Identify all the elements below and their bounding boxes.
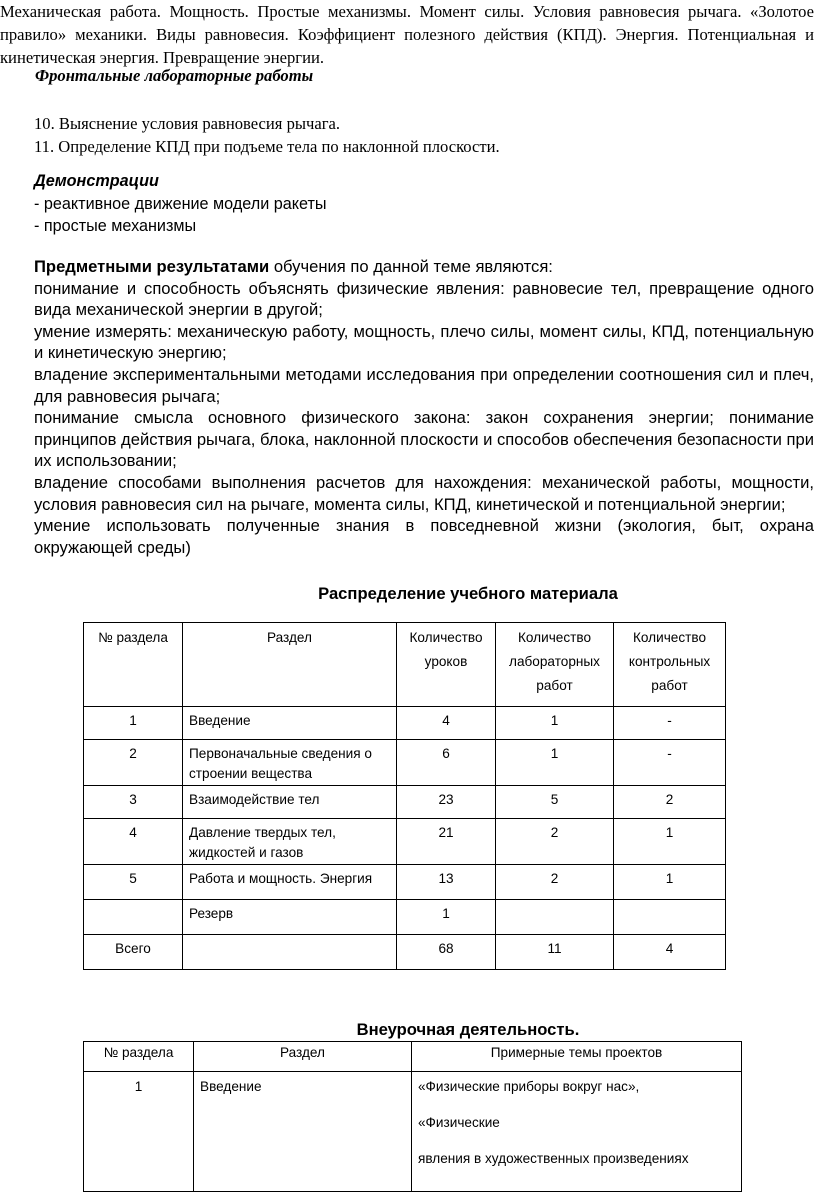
header-cell: № раздела xyxy=(84,1042,194,1072)
table-cell xyxy=(183,935,397,970)
distribution-title: Распределение учебного материала xyxy=(318,584,618,603)
header-cell: Количество лабораторных работ xyxy=(496,623,614,707)
header-cell: Количество уроков xyxy=(397,623,496,707)
table-cell: 2 xyxy=(84,740,183,786)
table-row xyxy=(84,900,726,935)
header-cell: Примерные темы проектов xyxy=(412,1042,742,1072)
table-cell xyxy=(84,900,183,935)
table-row xyxy=(84,935,726,970)
table-cell: 1 xyxy=(614,819,726,865)
project-topic: явления в художественных произведениях xyxy=(418,1151,689,1166)
header-cell: Раздел xyxy=(194,1042,412,1072)
lab-work-item: 10. Выяснение условия равновесия рычага. xyxy=(34,114,341,133)
table-row xyxy=(84,865,726,900)
table-cell: 21 xyxy=(397,819,496,865)
table-cell xyxy=(496,900,614,935)
table-cell: 11 xyxy=(496,935,614,970)
table-cell: Введение xyxy=(194,1072,412,1192)
header-cell: № раздела xyxy=(84,623,183,707)
table-cell: 23 xyxy=(397,786,496,819)
table-cell: 1 xyxy=(496,707,614,740)
result-item: умение измерять: механическую работу, мощность, плечо силы, момент силы, КПД, потенциальную и кинетическую энергию; xyxy=(34,321,814,363)
table-cell xyxy=(614,900,726,935)
table-cell: - xyxy=(614,707,726,740)
table-cell: 4 xyxy=(614,935,726,970)
table-row xyxy=(84,740,726,786)
result-item: понимание и способность объяснять физические явления: равновесие тел, превращение одного вида механической энергии в другой; xyxy=(34,278,814,320)
table-cell: 6 xyxy=(397,740,496,786)
demonstrations-list xyxy=(34,193,327,237)
table-cell: 2 xyxy=(614,786,726,819)
table-cell: 1 xyxy=(614,865,726,900)
project-topics-cell xyxy=(412,1072,742,1192)
table-cell: 5 xyxy=(84,865,183,900)
subject-results xyxy=(34,256,814,558)
table-cell: Работа и мощность. Энергия xyxy=(183,865,397,900)
table-cell: 1 xyxy=(397,900,496,935)
intro-text: Механическая работа. Мощность. Простые механизмы. Момент силы. Условия равновесия рычага. «Золотое правило» механики. Виды равновесия. Коэффициент полезного действия (КПД). Энергия. Потенциальная и кинетическая энергия. Превращение энергии. xyxy=(0,2,814,67)
table-cell: Давление твердых тел, жидкостей и газов xyxy=(183,819,397,865)
table-cell: Введение xyxy=(183,707,397,740)
table-cell: 2 xyxy=(496,865,614,900)
results-lead xyxy=(34,256,814,278)
result-item: владение способами выполнения расчетов для нахождения: механической работы, мощности, условия равновесия сил на рычаге, момента силы, КПД, кинетической и потенциальной энергии; xyxy=(34,472,814,514)
lab-works-list xyxy=(34,112,500,158)
table-cell: - xyxy=(614,740,726,786)
header-cell: Количество контрольных работ xyxy=(614,623,726,707)
result-item: владение экспериментальными методами исследования при определении соотношения сил и плеч, для равновесия рычага; xyxy=(34,364,814,406)
header-cell: Раздел xyxy=(183,623,397,707)
table-cell: 4 xyxy=(397,707,496,740)
table-cell: 1 xyxy=(496,740,614,786)
extracurricular-table xyxy=(83,1041,742,1192)
table-cell: 1 xyxy=(84,707,183,740)
table-cell: 3 xyxy=(84,786,183,819)
table-cell: Первоначальные сведения о строении вещества xyxy=(183,740,397,786)
table-cell: 4 xyxy=(84,819,183,865)
table-cell: 5 xyxy=(496,786,614,819)
result-item: понимание смысла основного физического закона: закон сохранения энергии; понимание принципов действия рычага, блока, наклонной плоскости и способов обеспечения безопасности при их использовании; xyxy=(34,408,815,471)
extracurricular-title: Внеурочная деятельность. xyxy=(356,1020,580,1039)
table-header-row xyxy=(84,1042,742,1072)
result-item: умение использовать полученные знания в повседневной жизни (экология, быт, охрана окружающей среды) xyxy=(34,516,814,557)
project-topic: «Физические xyxy=(418,1115,500,1130)
table-cell: 68 xyxy=(397,935,496,970)
results-lead-rest: обучения по данной теме являются: xyxy=(269,257,553,276)
distribution-table xyxy=(83,622,726,970)
table-row xyxy=(84,819,726,865)
table-cell: 13 xyxy=(397,865,496,900)
table-row xyxy=(84,1072,742,1192)
table-cell: Всего xyxy=(84,935,183,970)
project-topic: «Физические приборы вокруг нас», xyxy=(418,1079,640,1094)
demonstration-item: - простые механизмы xyxy=(34,217,197,235)
table-cell: Резерв xyxy=(183,900,397,935)
intro-paragraph xyxy=(0,0,814,69)
table-header-row xyxy=(84,623,726,707)
demonstration-item: - реактивное движение модели ракеты xyxy=(34,195,327,213)
table-cell: 2 xyxy=(496,819,614,865)
results-lead-bold: Предметными результатами xyxy=(34,257,270,276)
table-row xyxy=(84,786,726,819)
table-cell: 1 xyxy=(84,1072,194,1192)
lab-work-item: 11. Определение КПД при подъеме тела по наклонной плоскости. xyxy=(34,137,500,156)
lab-works-heading: Фронтальные лабораторные работы xyxy=(35,66,314,85)
table-row xyxy=(84,707,726,740)
table-cell: Взаимодействие тел xyxy=(183,786,397,819)
demonstrations-heading: Демонстрации xyxy=(34,172,159,190)
